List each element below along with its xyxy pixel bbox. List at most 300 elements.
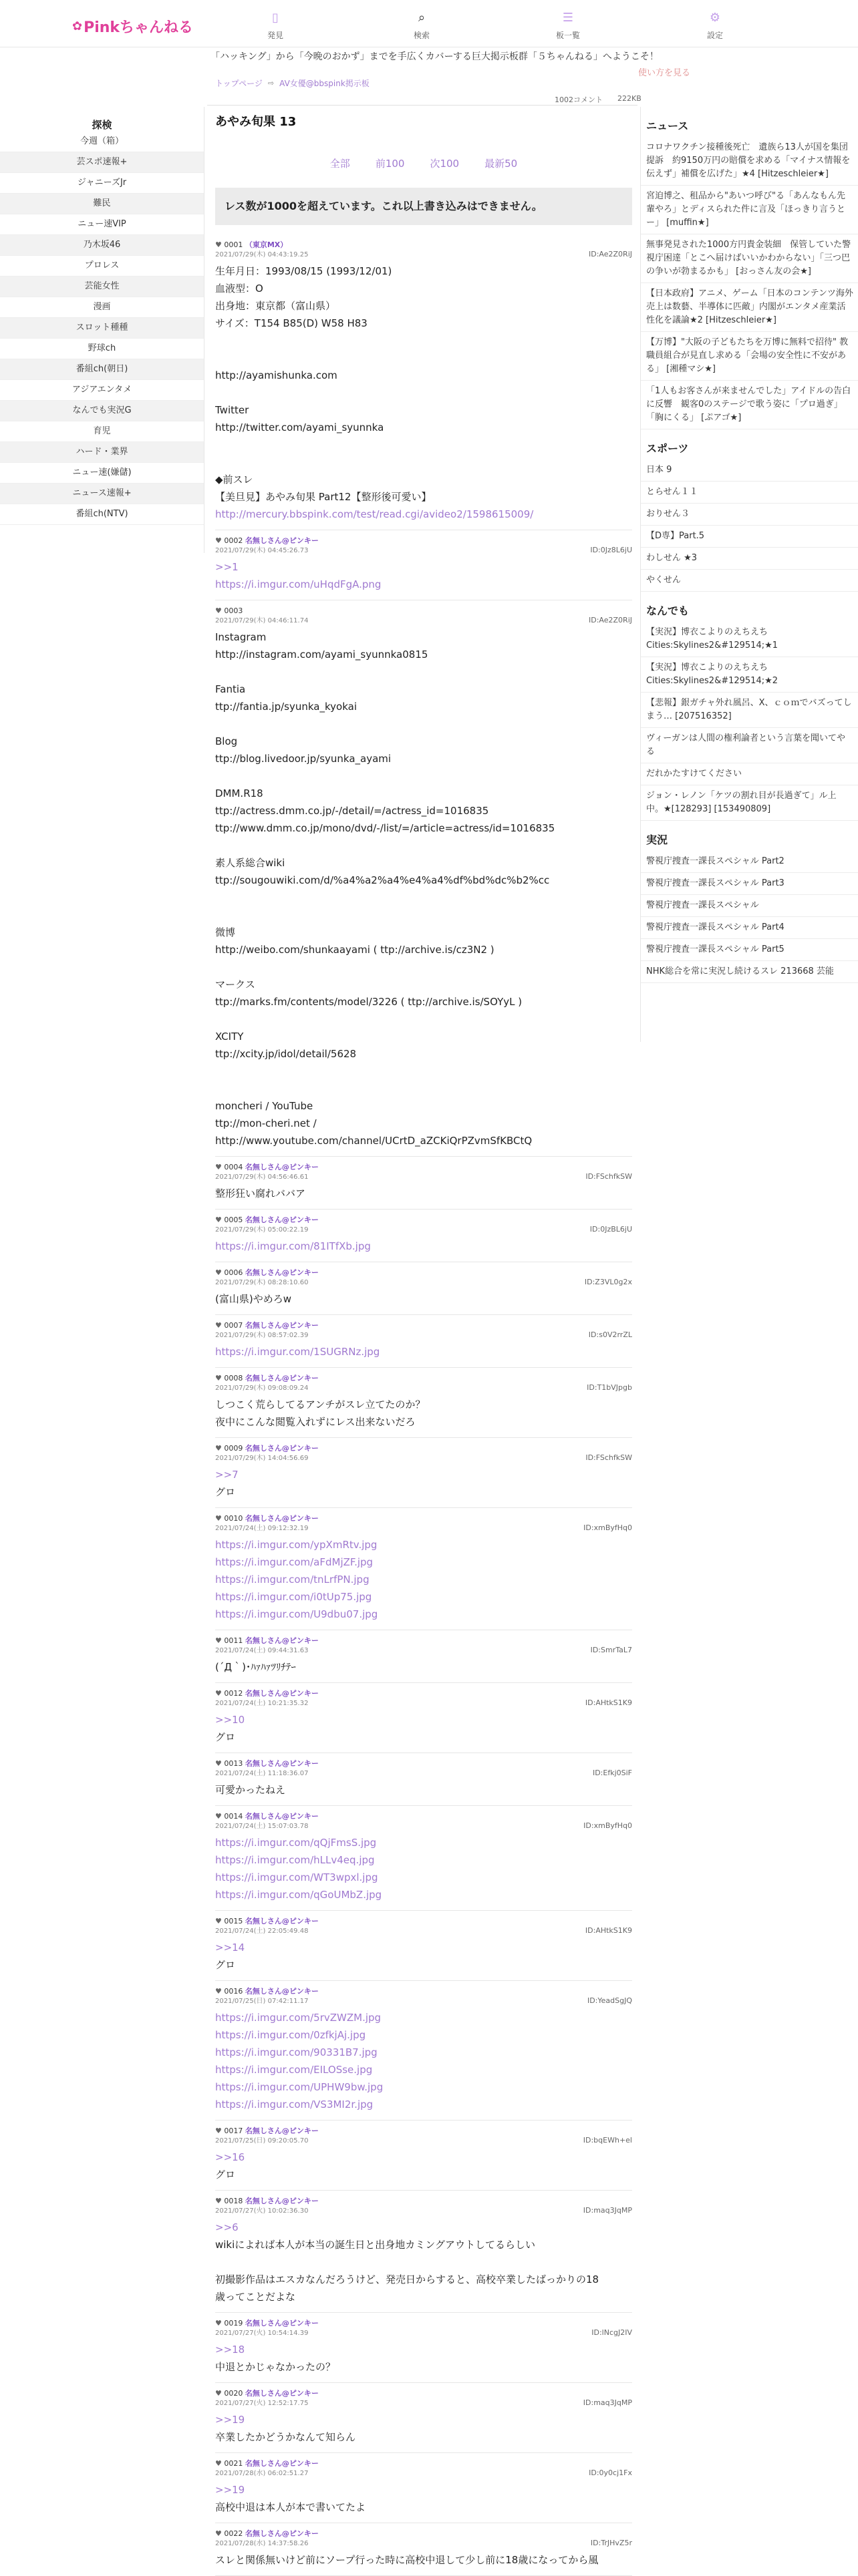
post-date: 2021/07/25(日) 09:20:05.70 <box>215 2137 309 2145</box>
post-link[interactable]: >>14 <box>215 1942 245 1954</box>
right-section-item[interactable]: だれかたすけてください <box>641 763 858 785</box>
post-body <box>215 1290 632 1308</box>
right-section-item[interactable]: コロナワクチン接種後死亡 遺族ら13人が国を集団提訴 約9150万円の賠償を求める「マイナス情報を伝えず」補償を広げた」★4 [Hitzeschleier★] <box>641 137 858 186</box>
post-line <box>215 889 632 906</box>
right-section-item[interactable]: 【日本政府】アニメ、ゲーム「日本のコンテンツ海外売上は数藝、半導体に匹敵」内閣がエンタメ産業活性化を議論★2 [Hitzeschleier★] <box>641 283 858 332</box>
post-link[interactable]: https://i.imgur.com/UPHW9bw.jpg <box>215 2081 384 2093</box>
post-id[interactable]: ID:0Jz8L6jU <box>590 546 632 554</box>
post-header <box>215 1215 632 1235</box>
post-number[interactable]: 0022 <box>224 2529 243 2538</box>
post-link[interactable]: https://i.imgur.com/81ITfXb.jpg <box>215 1240 371 1252</box>
post-number[interactable]: 0015 <box>224 1917 243 1925</box>
post-link[interactable]: >>6 <box>215 2221 239 2233</box>
post-date: 2021/07/29(木) 09:08:09.24 <box>215 1385 309 1392</box>
post-line: 微博 <box>215 926 236 938</box>
post-line: ttp://fantia.jp/syunka_kyokai <box>215 701 357 713</box>
post-body <box>215 628 632 1149</box>
post-number[interactable]: 0002 <box>224 536 243 545</box>
post-id[interactable]: ID:SmrTaL7 <box>590 1646 632 1654</box>
thread-full-notice: レス数が1000を超えています。これ以上書き込みはできません。 <box>215 188 632 225</box>
sidebar-list <box>0 132 204 525</box>
bookmark-icon: ▯ <box>272 11 279 25</box>
post-id[interactable]: ID:Z3VL0g2x <box>584 1278 632 1286</box>
post-marker-icon: ♥ <box>215 2319 225 2328</box>
post-line: ttp://sougouwiki.com/d/%a4%a2%a4%e4%a4%df%bd%dc%b2%cc <box>215 874 550 886</box>
post-header <box>215 1986 632 2006</box>
post <box>215 2453 632 2523</box>
post <box>215 1262 632 1315</box>
sidebar-item[interactable]: プロレス <box>0 256 204 277</box>
post-line: (´Д｀)･ﾊｧﾊｧﾂﾘﾁﾃｰ <box>215 1661 296 1673</box>
post-id[interactable]: ID:AHtkS1K9 <box>585 1926 632 1935</box>
post-id[interactable]: ID:FSchfkSW <box>585 1172 632 1181</box>
thread-main <box>215 112 632 2576</box>
post-number[interactable]: 0010 <box>224 1514 243 1523</box>
post-link[interactable]: https://i.imgur.com/5rvZWZM.jpg <box>215 2012 382 2024</box>
right-section-title: 実況 <box>646 834 668 846</box>
post-number[interactable]: 0006 <box>224 1268 243 1277</box>
post-link[interactable]: https://i.imgur.com/qQjFmsS.jpg <box>215 1837 377 1849</box>
post-line: グロ <box>215 1959 236 1971</box>
post-line: 夜中にこんな閲覧入れずにレス出来ないだろ <box>215 1416 416 1428</box>
post-line <box>215 906 632 924</box>
right-section-item[interactable]: 宮迫博之、租品から"あいつ呼び"る「あんなもん先輩やろ」とディスられた件に言及「ほっきり言うとー」 [muffin★] <box>641 186 858 234</box>
post-author[interactable]: 名無しさん@ピンキー <box>245 1163 319 1171</box>
post-date: 2021/07/29(木) 04:46:11.74 <box>215 617 309 624</box>
post-link[interactable]: >>19 <box>215 2484 245 2496</box>
sidebar-item[interactable]: ジャニーズJr <box>0 173 204 194</box>
sidebar-item[interactable]: 番組ch(NTV) <box>0 504 204 525</box>
post-date: 2021/07/24(土) 15:07:03.78 <box>215 1823 309 1830</box>
post-link[interactable]: https://i.imgur.com/aFdMjZF.jpg <box>215 1556 374 1568</box>
post-line: しつこく荒らしてるアンチがスレ立てたのか？ <box>215 1399 426 1411</box>
nav-search[interactable] <box>395 11 448 41</box>
post-number[interactable]: 0003 <box>224 606 243 615</box>
post-line <box>215 663 632 681</box>
post-header <box>215 1320 632 1340</box>
right-section-item[interactable]: 警視庁捜査一課長スペシャル Part3 <box>641 873 858 895</box>
post-line: グロ <box>215 1486 236 1498</box>
site-logo[interactable] <box>72 15 193 37</box>
post-number[interactable]: 0009 <box>224 1444 243 1453</box>
post-id[interactable]: ID:xmByfHq0 <box>583 1523 632 1532</box>
post-id[interactable]: ID:TrJHvZ5r <box>590 2539 632 2547</box>
pager <box>215 156 632 170</box>
post-link[interactable]: https://i.imgur.com/U9dbu07.jpg <box>215 1608 378 1620</box>
post-marker-icon: ♥ <box>215 1917 225 1925</box>
post-number[interactable]: 0018 <box>224 2197 243 2205</box>
post-date: 2021/07/24(土) 10:21:35.32 <box>215 1700 309 1707</box>
post-link[interactable]: http://mercury.bbspink.com/test/read.cgi/avideo2/1598615009/ <box>215 508 534 520</box>
post-line: 可愛かったねえ <box>215 1784 286 1796</box>
post-date: 2021/07/29(木) 04:43:19.25 <box>215 251 309 258</box>
nav-settings[interactable] <box>688 11 742 41</box>
post-line: wikiによれば本人が本当の誕生日と出身地カミングアウトしてるらしい <box>215 2239 535 2251</box>
post-link[interactable]: https://i.imgur.com/ypXmRtv.jpg <box>215 1539 378 1551</box>
post <box>215 2383 632 2453</box>
post-marker-icon: ♥ <box>215 1374 225 1383</box>
pager-prev100[interactable]: 前100 <box>375 158 405 170</box>
post-date: 2021/07/28(水) 06:02:51.27 <box>215 2470 309 2477</box>
nav-discover[interactable] <box>249 11 302 41</box>
post <box>215 1315 632 1368</box>
post-line: ttp://www.dmm.co.jp/mono/dvd/-/list/=/article=actress/id=1016835 <box>215 822 555 834</box>
post-body <box>215 1343 632 1360</box>
post-line: Instagram <box>215 631 267 643</box>
post-marker-icon: ♥ <box>215 1444 225 1453</box>
post-marker-icon: ♥ <box>215 606 225 615</box>
right-section-item[interactable]: 警視庁捜査一課長スペシャル <box>641 895 858 917</box>
post-body <box>215 1238 632 1255</box>
post-body <box>215 2149 632 2183</box>
post-number[interactable]: 0019 <box>224 2319 243 2328</box>
pager-next100[interactable]: 次100 <box>430 158 460 170</box>
sidebar-item[interactable]: アジアエンタメ <box>0 380 204 401</box>
post-line <box>215 349 632 367</box>
post-number[interactable]: 0011 <box>224 1636 243 1645</box>
post-id[interactable]: ID:Efkj0SiF <box>592 1769 632 1777</box>
post-link[interactable]: https://i.imgur.com/hLLv4eq.jpg <box>215 1854 375 1866</box>
sidebar-item[interactable]: 乃木坂46 <box>0 235 204 256</box>
right-section-item[interactable]: やくせん <box>641 570 858 592</box>
right-section-item[interactable]: 警視庁捜査一課長スペシャル Part2 <box>641 851 858 873</box>
post-number[interactable]: 0017 <box>224 2127 243 2135</box>
post-link[interactable]: https://i.imgur.com/uHqdFgA.png <box>215 578 382 590</box>
post-author[interactable]: 名無しさん@ピンキー <box>245 2127 319 2135</box>
sidebar-item[interactable]: ニュース速報+ <box>0 484 204 504</box>
post <box>215 1911 632 1981</box>
post-header <box>215 2458 632 2478</box>
top-bar <box>0 0 858 47</box>
post-number[interactable]: 0012 <box>224 1689 243 1698</box>
post-header <box>215 536 632 556</box>
post-author[interactable]: 名無しさん@ピンキー <box>245 1987 319 1996</box>
post-marker-icon: ♥ <box>215 2127 225 2135</box>
post-line <box>215 453 632 471</box>
nav-settings-label: 設定 <box>706 31 723 40</box>
post-id[interactable]: ID:0y0cj1Fx <box>589 2468 632 2477</box>
post-line: ttp://xcity.jp/idol/detail/5628 <box>215 1048 357 1060</box>
post-link[interactable]: >>16 <box>215 2151 245 2163</box>
post-date: 2021/07/29(木) 08:57:02.39 <box>215 1332 309 1339</box>
breadcrumb-board[interactable]: AV女優@bbspink掲示板 <box>279 79 370 88</box>
post-author[interactable]: 名無しさん@ピンキー <box>245 1689 319 1698</box>
post-line: グロ <box>215 2169 236 2181</box>
post <box>215 1157 632 1210</box>
post-line: スレと関係無いけど前にソープ行った時に高校中退して少し前に18歳になってから風 <box>215 2554 599 2566</box>
post-line: 素人系総合wiki <box>215 857 285 869</box>
post-number[interactable]: 0007 <box>224 1321 243 1330</box>
post-body <box>215 1658 632 1676</box>
post-author[interactable]: 名無しさん@ピンキー <box>245 2529 319 2538</box>
post-link[interactable]: >>18 <box>215 2344 245 2356</box>
post-line <box>215 436 632 453</box>
post <box>215 1438 632 1508</box>
post-marker-icon: ♥ <box>215 1636 225 1645</box>
post-line: (富山県)やめろw <box>215 1293 291 1305</box>
post-id[interactable]: ID:s0V2rrZL <box>588 1330 632 1339</box>
post-marker-icon: ♥ <box>215 2389 225 2398</box>
list-icon: ☰ <box>562 11 574 25</box>
post-author[interactable]: 名無しさん@ピンキー <box>245 2389 319 2398</box>
post-line: マークス <box>215 978 255 990</box>
post-line: http://ayamishunka.com <box>215 369 337 381</box>
post-number[interactable]: 0021 <box>224 2459 243 2468</box>
post-id[interactable]: ID:lNcgJ2IV <box>591 2328 632 2337</box>
right-section-item[interactable]: ヴィーガンは人間の権利論者という言葉を聞いてやる <box>641 728 858 763</box>
right-section-item[interactable]: 【D専】Part.5 <box>641 526 858 548</box>
post-header <box>215 1636 632 1656</box>
post <box>215 1368 632 1438</box>
post-id[interactable]: ID:FSchfkSW <box>585 1453 632 1462</box>
post-line <box>215 767 632 785</box>
post-link[interactable]: >>10 <box>215 1714 245 1726</box>
post-header <box>215 2318 632 2338</box>
post-author[interactable]: 名無しさん@ピンキー <box>245 1321 319 1330</box>
sidebar-item[interactable]: 番組ch(朝日) <box>0 359 204 380</box>
post-marker-icon: ♥ <box>215 1759 225 1768</box>
post-line: http://instagram.com/ayami_syunnka0815 <box>215 649 428 661</box>
post-number[interactable]: 0004 <box>224 1163 243 1171</box>
nav-board-list-label: 板一覧 <box>555 31 580 40</box>
post-date: 2021/07/29(木) 04:45:26.73 <box>215 547 309 554</box>
post-link[interactable]: https://i.imgur.com/VS3MI2r.jpg <box>215 2098 374 2110</box>
post-id[interactable]: ID:Ae2Z0RiJ <box>589 250 632 258</box>
post-date: 2021/07/24(土) 22:05:49.48 <box>215 1927 309 1935</box>
post-id[interactable]: ID:bqEWh+el <box>583 2136 632 2145</box>
nav-discover-label: 発見 <box>267 31 283 40</box>
post-author[interactable]: 名無しさん@ピンキー <box>245 1374 319 1383</box>
nav-board-list[interactable] <box>541 11 595 41</box>
sidebar-item[interactable]: スロット種種 <box>0 318 204 339</box>
post <box>215 234 632 530</box>
post-line <box>215 332 632 349</box>
news-ticker[interactable]: 「ハッキング」から「今晩のおかず」までを手広くカバーする巨大掲示板群「５ちゃんねる」へようこそ！ <box>210 51 659 62</box>
right-section-item[interactable]: 警視庁捜査一課長スペシャル Part4 <box>641 917 858 939</box>
sidebar-item[interactable]: 今週（箱） <box>0 132 204 152</box>
post-number[interactable]: 0014 <box>224 1812 243 1821</box>
right-section-item[interactable]: 【悲報】銀ガチャ外れ風呂、X、ｃｏｍでバズってしまう… [207516352] <box>641 693 858 728</box>
sidebar-item[interactable]: 芸スポ速報+ <box>0 152 204 173</box>
post-author[interactable]: 名無しさん@ピンキー <box>245 2459 319 2468</box>
post-line: XCITY <box>215 1031 244 1043</box>
post-line: Twitter <box>215 404 249 416</box>
post <box>215 1806 632 1911</box>
post-body <box>215 1939 632 1974</box>
post-link[interactable]: https://i.imgur.com/1SUGRNz.jpg <box>215 1346 380 1358</box>
post <box>215 1981 632 2121</box>
post-link[interactable]: https://i.imgur.com/tnLrfPN.jpg <box>215 1574 370 1586</box>
post-marker-icon: ♥ <box>215 1321 225 1330</box>
right-section-item[interactable]: おりせん３ <box>641 504 858 526</box>
post-author[interactable]: （東京MX） <box>245 240 288 249</box>
thread-title: あやみ旬果 13 <box>215 115 297 129</box>
post-date: 2021/07/29(木) 04:56:46.61 <box>215 1173 309 1181</box>
post <box>215 2313 632 2383</box>
post-date: 2021/07/27(火) 10:02:36.30 <box>215 2207 309 2215</box>
post-link[interactable]: https://i.imgur.com/EILOSse.jpg <box>215 2064 373 2076</box>
post-author[interactable]: 名無しさん@ピンキー <box>245 2197 319 2205</box>
post-author[interactable]: 名無しさん@ピンキー <box>245 2319 319 2328</box>
right-section-item[interactable]: 【実況】博衣こよりのえちえちCities:Skylines2&#129514;★1 <box>641 622 858 657</box>
post-body <box>215 2551 632 2569</box>
post-line: サイズ：T154 B85(D) W58 H83 <box>215 317 368 329</box>
post-header <box>215 2126 632 2146</box>
post-date: 2021/07/25(日) 07:42:11.17 <box>215 1998 309 2005</box>
post-line: http://www.youtube.com/channel/UCrtD_aZCKiQrPZvmSfKBCtQ <box>215 1135 533 1147</box>
post-author[interactable]: 名無しさん@ピンキー <box>245 1636 319 1645</box>
logo-text: Pinkちゃんねる <box>84 19 194 36</box>
post-id[interactable]: ID:T1bVJpgb <box>587 1383 632 1392</box>
post-marker-icon: ♥ <box>215 1216 225 1224</box>
howto-link[interactable]: 使い方を見る <box>638 68 691 78</box>
right-section-item[interactable]: 【万博】"大阪の子どもたちを万博に無料で招待" 教職員組合が見直し求める「会場の安全性に不安がある」 [湘種マシ★] <box>641 332 858 381</box>
post-link[interactable]: >>1 <box>215 561 239 573</box>
right-section-item[interactable]: 警視庁捜査一課長スペシャル Part5 <box>641 939 858 961</box>
right-section-title: ニュース <box>646 120 689 132</box>
post-header <box>215 1759 632 1779</box>
post-link[interactable]: https://i.imgur.com/i0tUp75.jpg <box>215 1591 372 1603</box>
post-author[interactable]: 名無しさん@ピンキー <box>245 536 319 545</box>
post-author[interactable]: 名無しさん@ピンキー <box>245 1268 319 1277</box>
breadcrumb-separator-icon: ⇨ <box>267 79 275 87</box>
post <box>215 2121 632 2191</box>
post-list <box>215 234 632 2576</box>
sidebar-item[interactable]: 漫画 <box>0 297 204 318</box>
sidebar-item[interactable]: ニュー速VIP <box>0 214 204 235</box>
post-author[interactable]: 名無しさん@ピンキー <box>245 1759 319 1768</box>
post-line: ttp://mon-cheri.net / <box>215 1117 317 1129</box>
comment-count: 1002コメント <box>555 96 603 104</box>
post-link[interactable]: >>7 <box>215 1469 239 1481</box>
post-number[interactable]: 0016 <box>224 1987 243 1996</box>
post-date: 2021/07/24(土) 11:18:36.07 <box>215 1770 309 1777</box>
post <box>215 530 632 600</box>
sidebar-item[interactable]: ニュー速(嫌儲) <box>0 463 204 484</box>
post-line: moncheri / YouTube <box>215 1100 313 1112</box>
right-section-item[interactable]: 「1人もお客さんが来ませんでした」アイドルの告白に反響 観客0のステージで歌う姿に「プロ過ぎ」「胸にくる」 [ぷアゴ★] <box>641 381 858 429</box>
left-sidebar <box>0 107 204 553</box>
post-marker-icon: ♥ <box>215 1987 225 1996</box>
breadcrumb-top[interactable]: トップページ <box>215 79 263 88</box>
post-line <box>215 958 632 976</box>
post-line <box>215 1063 632 1080</box>
post-id[interactable]: ID:xmByfHq0 <box>583 1821 632 1830</box>
post-line: http://weibo.com/shunkaayami ( ttp://archive.is/cz3N2 ) <box>215 944 494 956</box>
post-id[interactable]: ID:Ae2Z0RiJ <box>589 616 632 624</box>
post-date: 2021/07/29(木) 08:28:10.60 <box>215 1279 309 1286</box>
pager-latest50[interactable]: 最新50 <box>484 158 518 170</box>
logo-bird-icon: ✿ <box>72 19 83 33</box>
right-section-item[interactable]: NHK総合を常に実況し続けるスレ 213668 芸能 <box>641 961 858 983</box>
breadcrumb <box>215 77 370 89</box>
post-line <box>215 384 632 401</box>
post-id[interactable]: ID:YeadSgJQ <box>587 1996 632 2005</box>
thread-meta <box>555 94 641 105</box>
post-body <box>215 1185 632 1202</box>
right-sidebar <box>640 107 858 1042</box>
post-author[interactable]: 名無しさん@ピンキー <box>245 1216 319 1224</box>
sidebar-item[interactable]: 育児 <box>0 421 204 442</box>
post-marker-icon: ♥ <box>215 2197 225 2205</box>
post-id[interactable]: ID:AHtkS1K9 <box>585 1698 632 1707</box>
post-number[interactable]: 0008 <box>224 1374 243 1383</box>
post-id[interactable]: ID:maq3JqMP <box>583 2398 632 2407</box>
post-number[interactable]: 0013 <box>224 1759 243 1768</box>
post-line: 卒業したかどうかなんて知らん <box>215 2431 356 2443</box>
post-author[interactable]: 名無しさん@ピンキー <box>245 1812 319 1821</box>
post-body <box>215 2009 632 2113</box>
post-author[interactable]: 名無しさん@ピンキー <box>245 1917 319 1925</box>
post-number[interactable]: 0020 <box>224 2389 243 2398</box>
post-body <box>215 1711 632 1746</box>
post-body <box>215 1466 632 1501</box>
post-id[interactable]: ID:maq3JqMP <box>583 2206 632 2215</box>
post-line <box>215 837 632 854</box>
post-link[interactable]: https://i.imgur.com/WT3wpxl.jpg <box>215 1871 378 1883</box>
right-section-item[interactable]: とらせん１１ <box>641 482 858 504</box>
post-number[interactable]: 0001 <box>224 240 243 249</box>
right-section-item[interactable]: 【実況】博衣こよりのえちえちCities:Skylines2&#129514;★2 <box>641 657 858 693</box>
sidebar-item[interactable]: 芸能女性 <box>0 277 204 297</box>
post-marker-icon: ♥ <box>215 1812 225 1821</box>
post-link[interactable]: https://i.imgur.com/0zfkjAj.jpg <box>215 2029 366 2041</box>
post-date: 2021/07/27(火) 12:52:17.75 <box>215 2400 309 2407</box>
post-header <box>215 2388 632 2408</box>
gear-icon: ⚙ <box>709 11 721 25</box>
post-author[interactable]: 名無しさん@ピンキー <box>245 1444 319 1453</box>
post-header <box>215 2196 632 2216</box>
post-header <box>215 1513 632 1533</box>
right-section-item[interactable]: 日本 9 <box>641 459 858 482</box>
post-line <box>215 715 632 733</box>
post-link[interactable]: >>19 <box>215 2414 245 2426</box>
right-section-title: スポーツ <box>646 442 689 455</box>
post-author[interactable]: 名無しさん@ピンキー <box>245 1514 319 1523</box>
right-section-item[interactable]: わしせん ★3 <box>641 548 858 570</box>
sidebar-item[interactable]: なんでも実況G <box>0 401 204 421</box>
divider <box>207 105 637 106</box>
post-line: 整形狂い腐れババア <box>215 1187 306 1200</box>
post-header <box>215 2529 632 2549</box>
post-date: 2021/07/24(土) 09:12:32.19 <box>215 1525 309 1532</box>
post-marker-icon: ♥ <box>215 1689 225 1698</box>
post-link[interactable]: https://i.imgur.com/90331B7.jpg <box>215 2046 378 2058</box>
sidebar-item[interactable]: 野球ch <box>0 339 204 359</box>
post-number[interactable]: 0005 <box>224 1216 243 1224</box>
post-header <box>215 606 632 626</box>
post-link[interactable]: https://i.imgur.com/qGoUMbZ.jpg <box>215 1889 382 1901</box>
post-header <box>215 1162 632 1182</box>
post-header <box>215 240 632 260</box>
post-line: Blog <box>215 735 238 747</box>
pager-all[interactable]: 全部 <box>329 158 350 170</box>
post <box>215 1210 632 1262</box>
post-id[interactable]: ID:0JzBL6jU <box>589 1225 632 1234</box>
post-header <box>215 1373 632 1393</box>
post-line: 血液型：O <box>215 283 263 295</box>
right-section-item[interactable]: 無事発見された1000方円貴金装細 保管していた警視庁困達「とこへ届けばいいかわからない」「三つ巴の争いが勃まるかも」 [おっさん友の会★] <box>641 234 858 283</box>
sidebar-item[interactable]: ハード・業界 <box>0 442 204 463</box>
post-body <box>215 1781 632 1799</box>
post-date: 2021/07/29(木) 05:00:22.19 <box>215 1226 309 1234</box>
post-marker-icon: ♥ <box>215 1514 225 1523</box>
right-section-item[interactable]: ジョン・レノン「ケツの割れ目が長過ぎて」ル上中。★[128293] [153490809] <box>641 785 858 821</box>
post-marker-icon: ♥ <box>215 536 225 545</box>
post-body <box>215 558 632 593</box>
post-line: 【美旦見】あやみ旬果 Part12【整形後可愛い】 <box>215 491 432 503</box>
sidebar-item[interactable]: 難民 <box>0 194 204 214</box>
